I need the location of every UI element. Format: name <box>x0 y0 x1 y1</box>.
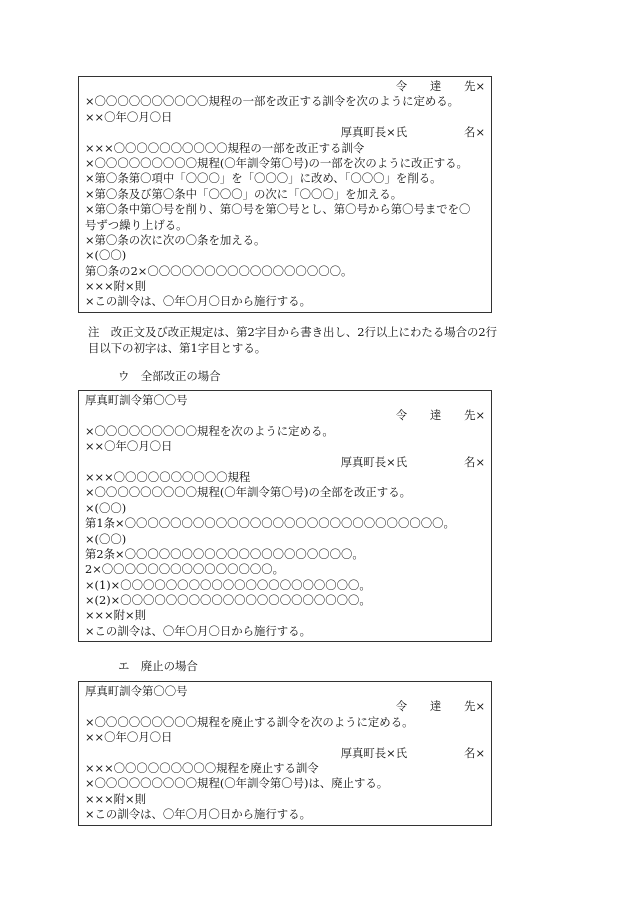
heading-abolition: エ 廃止の場合 <box>118 659 198 673</box>
text-line: 厚真町訓令第〇〇号 <box>85 684 188 698</box>
text-line: ×〇〇〇〇〇〇〇〇〇規程(〇年訓令第〇号)の全部を改正する。 <box>85 485 411 500</box>
text-line: 令 達 先× <box>395 699 485 714</box>
text-line: ×××附×則 <box>85 279 146 294</box>
box2-lines <box>85 393 485 639</box>
example-box-full-amendment <box>78 390 492 642</box>
text-line: ×(1)×〇〇〇〇〇〇〇〇〇〇〇〇〇〇〇〇〇〇〇〇〇。 <box>85 577 371 592</box>
note-text: 注 改正文及び改正規定は、第2字目から書き出し、2行以上にわたる場合の2行目以下の初字は、第1字目とする。 <box>88 325 498 355</box>
text-line: ××〇年〇月〇日 <box>85 730 173 745</box>
text-line: 第〇条の2×〇〇〇〇〇〇〇〇〇〇〇〇〇〇〇〇〇。 <box>85 263 353 278</box>
text-line: ×〇〇〇〇〇〇〇〇〇規程を廃止する訓令を次のように定める。 <box>85 714 414 729</box>
text-line: ×××〇〇〇〇〇〇〇〇〇規程を廃止する訓令 <box>85 760 319 775</box>
text-line: ×この訓令は、〇年〇月〇日から施行する。 <box>85 623 311 638</box>
text-line: ×(〇〇) <box>85 248 127 263</box>
text-line: 2×〇〇〇〇〇〇〇〇〇〇〇〇〇〇〇。 <box>85 562 285 577</box>
text-line: 厚真町長×氏 名× <box>340 125 485 140</box>
text-line: 厚真町訓令第〇〇号 <box>85 393 188 407</box>
example-box-abolition <box>78 681 492 826</box>
text-line: ×××附×則 <box>85 791 146 806</box>
text-line: ×第〇条中第〇号を削り、第〇号を第〇号とし、第〇号から第〇号までを〇 <box>85 202 471 217</box>
text-line: ×××〇〇〇〇〇〇〇〇〇〇規程 <box>85 469 251 484</box>
text-line: ×(〇〇) <box>85 500 127 515</box>
text-line: ×(2)×〇〇〇〇〇〇〇〇〇〇〇〇〇〇〇〇〇〇〇〇〇。 <box>85 593 371 608</box>
text-line: ×〇〇〇〇〇〇〇〇〇〇規程の一部を改正する訓令を次のように定める。 <box>85 94 460 109</box>
text-line: ×第〇条及び第〇条中「〇〇〇」の次に「〇〇〇」を加える。 <box>85 186 403 201</box>
text-line: ×〇〇〇〇〇〇〇〇〇規程(〇年訓令第〇号)の一部を次のように改正する。 <box>85 155 468 170</box>
example-box-partial-amendment <box>78 76 492 313</box>
text-line: 厚真町長×氏 名× <box>340 454 485 469</box>
text-line: ××〇年〇月〇日 <box>85 109 173 124</box>
text-line: ×(〇〇) <box>85 531 127 546</box>
text-line: 令 達 先× <box>395 408 485 423</box>
text-line: 令 達 先× <box>395 79 485 93</box>
text-line: 第1条×〇〇〇〇〇〇〇〇〇〇〇〇〇〇〇〇〇〇〇〇〇〇〇〇〇〇〇〇。 <box>85 516 455 531</box>
text-line: ××〇年〇月〇日 <box>85 439 173 454</box>
text-line: ×〇〇〇〇〇〇〇〇〇規程(〇年訓令第〇号)は、廃止する。 <box>85 776 389 791</box>
box3-lines <box>85 684 485 823</box>
text-line: 厚真町長×氏 名× <box>340 745 485 760</box>
text-line: ×第〇条の次に次の〇条を加える。 <box>85 232 266 247</box>
text-line: ×第〇条第〇項中「〇〇〇」を「〇〇〇」に改め、「〇〇〇」を削る。 <box>85 171 442 186</box>
text-line: ×〇〇〇〇〇〇〇〇〇規程を次のように定める。 <box>85 423 334 438</box>
text-line: ×この訓令は、〇年〇月〇日から施行する。 <box>85 807 311 822</box>
text-line: ×××〇〇〇〇〇〇〇〇〇〇規程の一部を改正する訓令 <box>85 140 365 155</box>
heading-full-amendment: ウ 全部改正の場合 <box>118 369 221 383</box>
text-line: 第2条×〇〇〇〇〇〇〇〇〇〇〇〇〇〇〇〇〇〇〇〇。 <box>85 546 364 561</box>
text-line: ×この訓令は、〇年〇月〇日から施行する。 <box>85 294 311 309</box>
text-line: ×××附×則 <box>85 608 146 623</box>
box1-lines <box>85 79 485 310</box>
text-line: 号ずつ繰り上げる。 <box>85 217 188 232</box>
